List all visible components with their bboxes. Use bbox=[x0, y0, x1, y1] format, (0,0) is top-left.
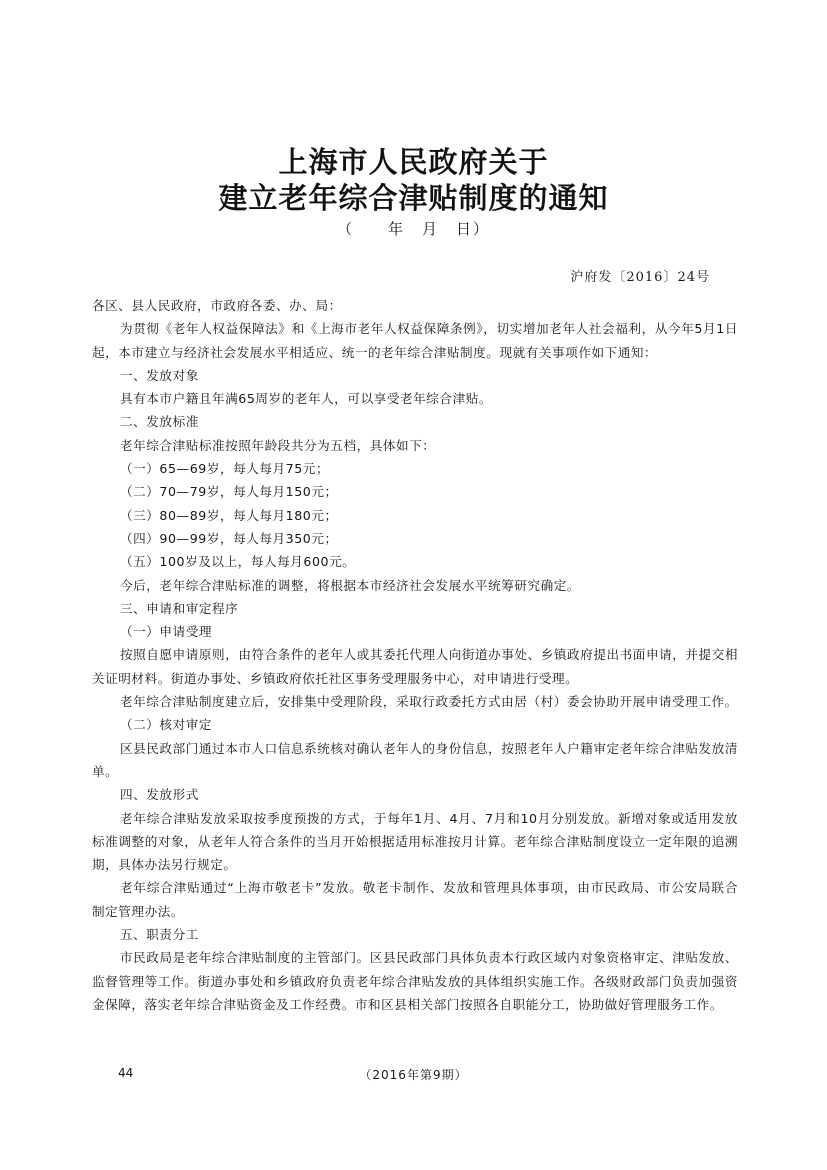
paragraph: （一）65—69岁，每人每月75元； bbox=[120, 461, 330, 477]
paragraph: （五）100岁及以上，每人每月600元。 bbox=[120, 554, 356, 570]
paragraph: 二、发放标准 bbox=[120, 414, 199, 430]
paragraph: 老年综合津贴通过“上海市敬老卡”发放。敬老卡制作、发放和管理具体事项，由市民政局、市公安局联合制定管理办法。 bbox=[92, 880, 738, 919]
paragraph: 按照自愿申请原则，由符合条件的老年人或其委托代理人向街道办事处、乡镇政府提出书面申请，并提交相关证明材料。街道办事处、乡镇政府依托社区事务受理服务中心，对申请进行受理。 bbox=[92, 647, 738, 686]
paragraph: 三、申请和审定程序 bbox=[120, 600, 239, 616]
paragraph: 具有本市户籍且年满65周岁的老年人，可以享受老年综合津贴。 bbox=[120, 391, 493, 407]
paragraph: （二）70—79岁，每人每月150元； bbox=[120, 484, 338, 500]
paragraph: 四、发放形式 bbox=[120, 787, 199, 803]
paragraph: （二）核对审定 bbox=[120, 717, 213, 733]
document-number: 沪府发〔2016〕24号 bbox=[570, 270, 710, 285]
page-number: 44 bbox=[118, 1066, 134, 1080]
paragraph: 五、职责分工 bbox=[120, 927, 199, 943]
paragraph: （一）申请受理 bbox=[120, 624, 213, 640]
paragraph: （四）90—99岁，每人每月350元； bbox=[120, 530, 338, 546]
title-line-1: 上海市人民政府关于 bbox=[278, 145, 549, 179]
paragraph: 老年综合津贴标准按照年龄段共分为五档，具体如下： bbox=[120, 437, 436, 453]
document-body bbox=[92, 294, 738, 1016]
paragraph: 区县民政部门通过本市人口信息系统核对确认老年人的身份信息，按照老年人户籍审定老年综合津贴发放清单。 bbox=[92, 740, 738, 779]
date-line: （ 年 月 日） bbox=[336, 220, 490, 238]
paragraph: 今后，老年综合津贴标准的调整，将根据本市经济社会发展水平统筹研究确定。 bbox=[120, 577, 581, 593]
addressee: 各区、县人民政府，市政府各委、办、局： bbox=[92, 298, 342, 313]
paragraph: 老年综合津贴制度建立后，安排集中受理阶段，采取行政委托方式由居（村）委会协助开展申请受理工作。 bbox=[120, 694, 738, 710]
paragraph: 老年综合津贴发放采取按季度预拨的方式，于每年1月、4月、7月和10月分别发放。新增对象或适用发放标准调整的对象，从老年人符合条件的当月开始根据适用标准按月计算。老年综合津贴制度设立一定年限的追溯期，具体办法另行规定。 bbox=[92, 810, 738, 873]
paragraph: （三）80—89岁，每人每月180元； bbox=[120, 507, 338, 523]
paragraph: 一、发放对象 bbox=[120, 367, 199, 383]
paragraph: 市民政局是老年综合津贴制度的主管部门。区县民政部门具体负责本行政区域内对象资格审定、津贴发放、监督管理等工作。街道办事处和乡镇政府负责老年综合津贴发放的具体组织实施工作。各级财政部门负责加强资金保障，落实老年综合津贴资金及工作经费。市和区县相关部门按照各自职能分工，协助做好管理服务工作。 bbox=[92, 950, 738, 1012]
paragraph-list bbox=[92, 317, 738, 1016]
paragraph: 为贯彻《老年人权益保障法》和《上海市老年人权益保障条例》，切实增加老年人社会福利，从今年5月1日起，本市建立与经济社会发展水平相适应、统一的老年综合津贴制度。现就有关事项作如下通知： bbox=[92, 321, 738, 360]
issue-label: （2016年第9期） bbox=[359, 1068, 468, 1082]
title-line-2: 建立老年综合津贴制度的通知 bbox=[218, 181, 609, 215]
